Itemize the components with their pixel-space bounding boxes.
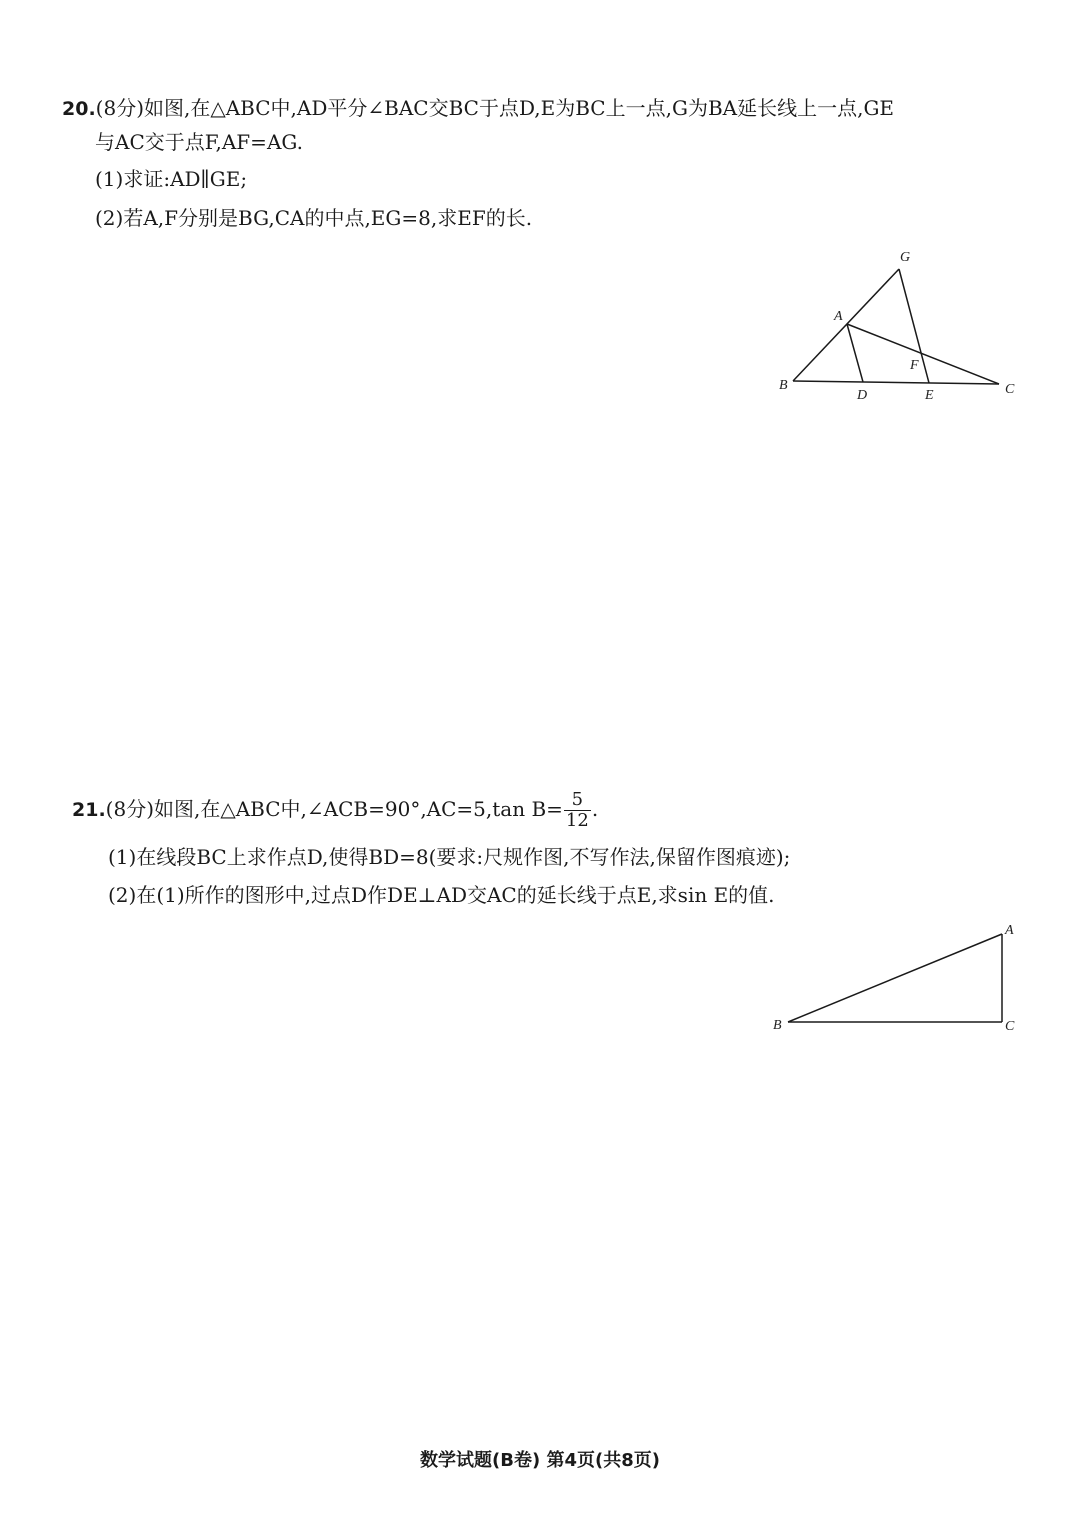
segment-BA	[788, 934, 1002, 1022]
label-F: F	[910, 358, 919, 373]
label-A: A	[1005, 923, 1014, 938]
q21-stem-end: .	[591, 797, 599, 821]
label-E: E	[925, 388, 934, 403]
q21-figure	[788, 934, 1002, 1022]
fraction-numerator: 5	[571, 789, 584, 810]
label-C: C	[1005, 382, 1015, 397]
q20-part-1: (1)求证:AD∥GE;	[95, 167, 248, 191]
q20-part-2: (2)若A,F分别是BG,CA的中点,EG=8,求EF的长.	[95, 206, 533, 230]
label-B: B	[773, 1018, 782, 1033]
q20-stem-2: 与AC交于点F,AF=AG.	[95, 130, 304, 154]
label-A: A	[834, 309, 843, 324]
page-footer: 数学试题(B卷) 第4页(共8页)	[420, 1450, 660, 1471]
q20-number: 20.	[62, 98, 96, 120]
q20-figure	[793, 269, 999, 384]
segment-AD	[847, 324, 863, 382]
label-C: C	[1005, 1019, 1015, 1034]
q21-part-2: (2)在(1)所作的图形中,过点D作DE⊥AD交AC的延长线于点E,求sin E的值.	[108, 883, 775, 907]
q21-number: 21.	[72, 799, 106, 821]
fraction-denominator: 12	[565, 810, 589, 831]
q21-part-1: (1)在线段BC上求作点D,使得BD=8(要求:尺规作图,不写作法,保留作图痕迹);	[108, 845, 791, 869]
label-B: B	[779, 378, 788, 393]
segment-BG	[793, 269, 899, 381]
q21-stem-1: (8分)如图,在△ABC中,∠ACB=90°,AC=5,tan B=	[105, 797, 563, 821]
label-G: G	[900, 250, 911, 265]
q20-stem-1: (8分)如图,在△ABC中,AD平分∠BAC交BC于点D,E为BC上一点,G为BA延长线上一点,GE	[95, 96, 895, 120]
label-D: D	[857, 388, 868, 403]
segment-BC	[793, 381, 999, 384]
segment-AC	[847, 324, 999, 384]
